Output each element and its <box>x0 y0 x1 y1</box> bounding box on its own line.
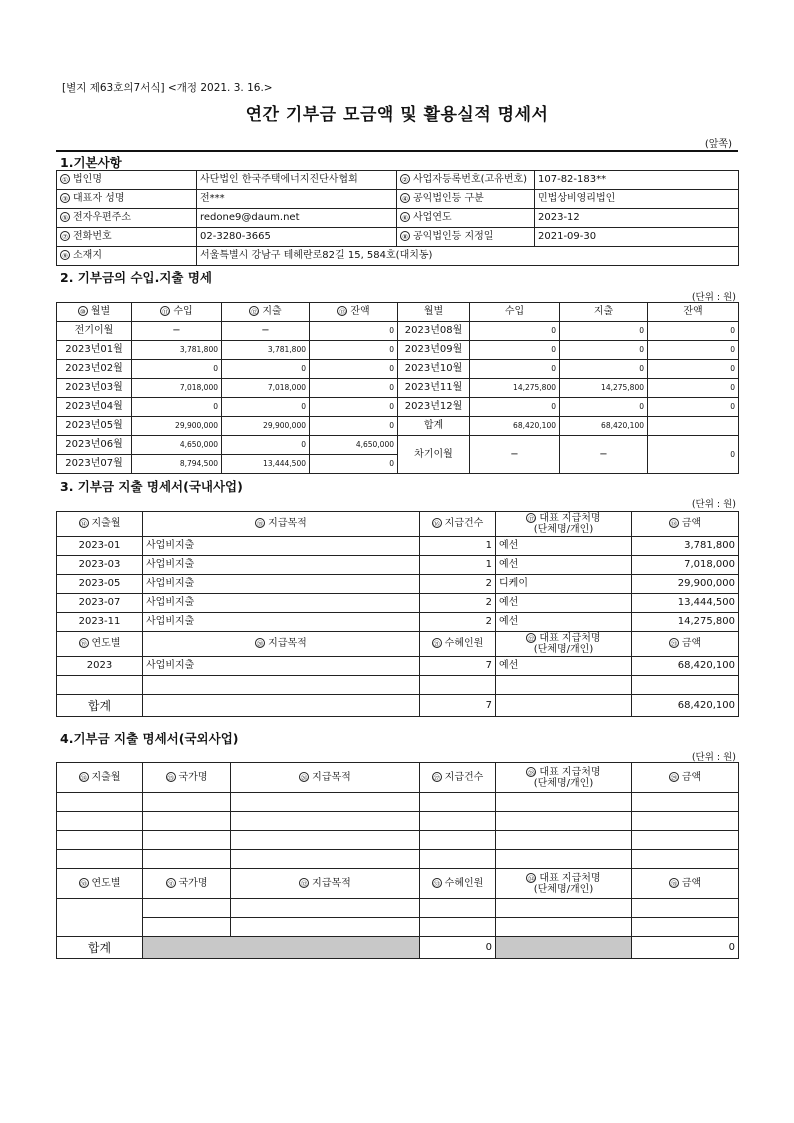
item-number-icon: ⑭ <box>80 520 87 528</box>
item-number-icon: ㉘ <box>528 768 535 777</box>
month: 합계 <box>423 420 444 431</box>
balance: 0 <box>389 459 394 468</box>
top-rule <box>56 150 738 152</box>
item-number-icon: ㉔ <box>80 773 87 782</box>
recipient: 예선 <box>499 616 519 627</box>
section4-unit: (단위 : 원) <box>691 752 736 763</box>
item-number-icon: ⑫ <box>251 308 258 316</box>
empty-row <box>57 918 739 937</box>
income: 3,781,800 <box>179 345 218 354</box>
item-number-icon: ㉕ <box>167 773 174 782</box>
column-header: 금액 <box>681 638 702 649</box>
column-header: 대표 지급처명 <box>539 766 601 778</box>
field-label: 사업연도 <box>413 212 452 223</box>
domestic-expense-table <box>56 511 739 717</box>
column-header: 지출월 <box>91 771 121 783</box>
item-number-icon: ④ <box>400 193 410 203</box>
column-header: 지출월 <box>91 518 121 529</box>
item-number-icon: ⑳ <box>256 640 264 648</box>
recipient: 디케이 <box>499 578 528 589</box>
balance: 0 <box>389 345 394 354</box>
column-header: 국가명 <box>178 771 208 783</box>
section3-title: 3. 기부금 지출 명세서(국내사업) <box>60 479 243 494</box>
count: 1 <box>485 559 492 570</box>
item-number-icon: ㉜ <box>300 879 308 888</box>
balance: 0 <box>730 364 735 373</box>
field-value: 전*** <box>200 193 225 204</box>
year: 2023 <box>86 660 113 671</box>
table-row <box>57 556 739 575</box>
field-label: 전화번호 <box>73 231 112 242</box>
expense: 0 <box>301 402 306 411</box>
table-row <box>57 360 739 379</box>
item-number-icon: ㉖ <box>300 773 308 782</box>
count: 1 <box>485 540 492 551</box>
field-value: 민법상비영리법인 <box>538 193 616 204</box>
column-header: 대표 지급처명 <box>539 872 601 884</box>
column-header: 국가명 <box>178 877 208 889</box>
month: 2023-11 <box>78 616 121 627</box>
income: 0 <box>551 326 556 335</box>
month: 2023년06월 <box>65 439 123 450</box>
recipient: 예선 <box>499 559 519 570</box>
item-number-icon: ⑲ <box>80 640 87 648</box>
purpose: 사업비지출 <box>146 597 195 608</box>
count: 2 <box>485 578 492 589</box>
section3-unit: (단위 : 원) <box>691 499 736 510</box>
field-label: 법인명 <box>73 174 102 185</box>
balance: 0 <box>730 345 735 354</box>
empty-row <box>57 676 739 695</box>
income: 0 <box>213 402 218 411</box>
expense: 0 <box>301 364 306 373</box>
item-number-icon: ③ <box>60 193 70 203</box>
column-header: 금액 <box>681 771 702 783</box>
purpose: 사업비지출 <box>146 660 195 671</box>
count: 2 <box>485 597 492 608</box>
item-number-icon: ⑦ <box>60 231 70 241</box>
amount: 29,900,000 <box>677 578 735 589</box>
balance: 0 <box>730 326 735 335</box>
expense: 0 <box>639 402 644 411</box>
overseas-expense-table <box>56 762 739 959</box>
expense: 3,781,800 <box>267 345 306 354</box>
column-header: (단체명/개인) <box>533 644 594 655</box>
section2-title: 2. 기부금의 수입.지출 명세 <box>60 270 213 285</box>
form-number: [별지 제63호의7서식] <개정 2021. 3. 16.> <box>62 82 273 94</box>
income: 0 <box>213 364 218 373</box>
balance: 0 <box>389 326 394 335</box>
column-header: 지급건수 <box>444 771 484 783</box>
expense: 0 <box>639 364 644 373</box>
domestic-header-row <box>57 632 739 657</box>
section2-unit: (단위 : 원) <box>691 292 736 303</box>
expense: 13,444,500 <box>263 459 306 468</box>
item-number-icon: ⑨ <box>60 250 70 260</box>
expense: 7,018,000 <box>267 383 306 392</box>
balance: 0 <box>389 364 394 373</box>
balance: 4,650,000 <box>355 440 394 449</box>
total-row <box>57 937 739 959</box>
field-label: 공익법인등 지정일 <box>413 231 494 242</box>
income-header-row <box>57 303 739 322</box>
column-header: 대표 지급처명 <box>539 513 601 524</box>
table-row <box>57 322 739 341</box>
column-header: 지급목적 <box>268 518 307 529</box>
amount: 68,420,100 <box>677 660 735 671</box>
month: 2023년01월 <box>65 344 123 355</box>
item-number-icon: ㉚ <box>80 879 87 888</box>
expense: 29,900,000 <box>263 421 306 430</box>
total-amount: 68,420,100 <box>677 699 735 711</box>
total-count: 7 <box>485 699 492 711</box>
expense: 14,275,800 <box>601 383 644 392</box>
month: 2023년08월 <box>404 325 463 336</box>
front-side-label: (앞쪽) <box>704 139 732 150</box>
column-header: 지출 <box>262 306 282 317</box>
table-row <box>57 341 739 360</box>
info-row <box>57 228 739 247</box>
month: 2023년10월 <box>404 363 463 374</box>
column-header: 지급목적 <box>312 877 351 889</box>
income: 0 <box>551 402 556 411</box>
column-header: 월별 <box>90 306 111 317</box>
income: 0 <box>551 345 556 354</box>
balance: 0 <box>389 402 394 411</box>
column-header: 수입 <box>173 306 193 317</box>
table-row <box>57 594 739 613</box>
table-row <box>57 613 739 632</box>
table-row <box>57 537 739 556</box>
expense: − <box>599 448 608 460</box>
table-row <box>57 436 739 455</box>
recipient: 예선 <box>499 597 519 608</box>
item-number-icon: ⑮ <box>256 520 264 528</box>
item-number-icon: ㉟ <box>670 879 678 888</box>
expense: 0 <box>301 440 306 449</box>
balance: 0 <box>730 402 735 411</box>
empty-row <box>57 899 739 918</box>
field-value: redone9@daum.net <box>200 212 300 223</box>
count: 2 <box>485 616 492 627</box>
section1-title: 1.기본사항 <box>60 155 122 170</box>
purpose: 사업비지출 <box>146 578 195 589</box>
item-number-icon: ⑪ <box>162 308 169 316</box>
income: 29,900,000 <box>175 421 218 430</box>
item-number-icon: ㉞ <box>528 874 535 883</box>
field-label: 대표자 성명 <box>73 193 125 204</box>
month: 차기이월 <box>414 448 453 460</box>
item-number-icon: ② <box>400 174 410 184</box>
month: 2023년07월 <box>65 458 123 469</box>
recipient: 예선 <box>499 540 519 551</box>
expense: 68,420,100 <box>601 421 644 430</box>
amount: 13,444,500 <box>677 597 735 608</box>
count: 7 <box>485 660 492 671</box>
income: 8,794,500 <box>179 459 218 468</box>
purpose: 사업비지출 <box>146 616 195 627</box>
purpose: 사업비지출 <box>146 559 195 570</box>
income: 14,275,800 <box>513 383 556 392</box>
table-row <box>57 379 739 398</box>
total-amount: 0 <box>728 941 735 953</box>
field-label: 공익법인등 구분 <box>413 193 484 204</box>
column-header: 연도별 <box>91 638 121 649</box>
total-row <box>57 695 739 717</box>
field-label: 소재지 <box>73 250 102 261</box>
month: 2023-03 <box>78 559 121 570</box>
item-number-icon: ⑬ <box>339 308 346 316</box>
overseas-header-row <box>57 763 739 793</box>
column-header: 잔액 <box>683 306 703 317</box>
total-count: 0 <box>485 941 492 953</box>
balance: 0 <box>730 449 735 459</box>
column-header: 지급목적 <box>268 638 307 649</box>
item-number-icon: ㉒ <box>528 635 535 643</box>
income: 4,650,000 <box>179 440 218 449</box>
amount: 14,275,800 <box>677 616 735 627</box>
column-header: 지급건수 <box>444 518 484 529</box>
item-number-icon: ⑧ <box>400 231 410 241</box>
expense: 0 <box>639 326 644 335</box>
address-row <box>57 247 739 266</box>
amount: 7,018,000 <box>684 559 735 570</box>
item-number-icon: ⑰ <box>528 515 535 523</box>
field-label: 사업자등록번호(고유번호) <box>413 174 528 185</box>
total-label: 합계 <box>87 940 112 955</box>
purpose: 사업비지출 <box>146 540 195 551</box>
month: 2023-01 <box>78 540 121 551</box>
item-number-icon: ㉗ <box>433 773 440 782</box>
field-value: 2023-12 <box>538 212 580 223</box>
column-header: 대표 지급처명 <box>539 633 601 644</box>
domestic-header-row <box>57 512 739 537</box>
income-expense-table <box>56 302 739 474</box>
column-header: 금액 <box>681 877 702 889</box>
item-number-icon: ㉓ <box>670 640 678 648</box>
empty-row <box>57 831 739 850</box>
item-number-icon: ⑥ <box>400 212 410 222</box>
basic-info-table <box>56 170 739 266</box>
expense: 0 <box>639 345 644 354</box>
field-value: 107-82-183** <box>538 174 607 185</box>
section4-title: 4.기부금 지출 명세서(국외사업) <box>60 731 239 746</box>
month: 2023년05월 <box>65 420 123 431</box>
column-header: 잔액 <box>350 306 370 317</box>
info-row <box>57 190 739 209</box>
month: 2023년09월 <box>404 344 463 355</box>
empty-row <box>57 812 739 831</box>
column-header: 연도별 <box>91 877 121 889</box>
table-row <box>57 657 739 676</box>
info-row <box>57 171 739 190</box>
table-row <box>57 575 739 594</box>
overseas-header-row <box>57 869 739 899</box>
item-number-icon: ⑯ <box>433 520 440 528</box>
item-number-icon: ㉝ <box>433 879 440 888</box>
item-number-icon: ⑱ <box>670 520 678 528</box>
column-header: (단체명/개인) <box>533 777 594 789</box>
info-row <box>57 209 739 228</box>
document-title: 연간 기부금 모금액 및 활용실적 명세서 <box>245 105 549 125</box>
month: 2023-07 <box>78 597 121 608</box>
field-value: 2021-09-30 <box>538 231 597 242</box>
item-number-icon: ㉙ <box>670 773 678 782</box>
field-value: 02-3280-3665 <box>200 231 271 242</box>
balance: 0 <box>389 421 394 430</box>
item-number-icon: ⑤ <box>60 212 70 222</box>
column-header: 수입 <box>504 306 525 317</box>
field-label: 전자우편주소 <box>73 212 131 223</box>
income: − <box>510 448 519 460</box>
total-label: 합계 <box>87 698 112 713</box>
field-value: 사단법인 한국주택에너지진단사협회 <box>200 174 358 185</box>
table-row <box>57 417 739 436</box>
column-header: 금액 <box>681 518 702 529</box>
income: 7,018,000 <box>179 383 218 392</box>
month: 2023-05 <box>78 578 121 589</box>
month: 2023년11월 <box>404 382 463 393</box>
month: 전기이월 <box>74 325 114 336</box>
month: 2023년04월 <box>65 401 123 412</box>
income: 0 <box>551 364 556 373</box>
column-header: 수혜인원 <box>444 877 484 889</box>
balance: 0 <box>730 383 735 392</box>
item-number-icon: ① <box>60 174 70 184</box>
column-header: (단체명/개인) <box>533 524 594 535</box>
column-header: 월별 <box>423 306 444 317</box>
recipient: 예선 <box>499 660 519 671</box>
address-value: 서울특별시 강남구 테헤란로82길 15, 584호(대치동) <box>200 250 433 261</box>
balance: 0 <box>389 383 394 392</box>
table-row <box>57 398 739 417</box>
income: 68,420,100 <box>513 421 556 430</box>
column-header: 수혜인원 <box>444 638 484 649</box>
amount: 3,781,800 <box>684 540 735 551</box>
month: 2023년03월 <box>65 382 123 393</box>
empty-row <box>57 793 739 812</box>
month: 2023년12월 <box>404 401 463 412</box>
empty-row <box>57 850 739 869</box>
income: − <box>172 325 181 336</box>
column-header: (단체명/개인) <box>533 883 594 895</box>
item-number-icon: ⑩ <box>78 306 88 316</box>
column-header: 지급목적 <box>312 771 351 783</box>
item-number-icon: ㉛ <box>167 879 174 888</box>
item-number-icon: ㉑ <box>433 640 440 648</box>
column-header: 지출 <box>593 306 614 317</box>
expense: − <box>261 325 270 336</box>
month: 2023년02월 <box>65 363 123 374</box>
